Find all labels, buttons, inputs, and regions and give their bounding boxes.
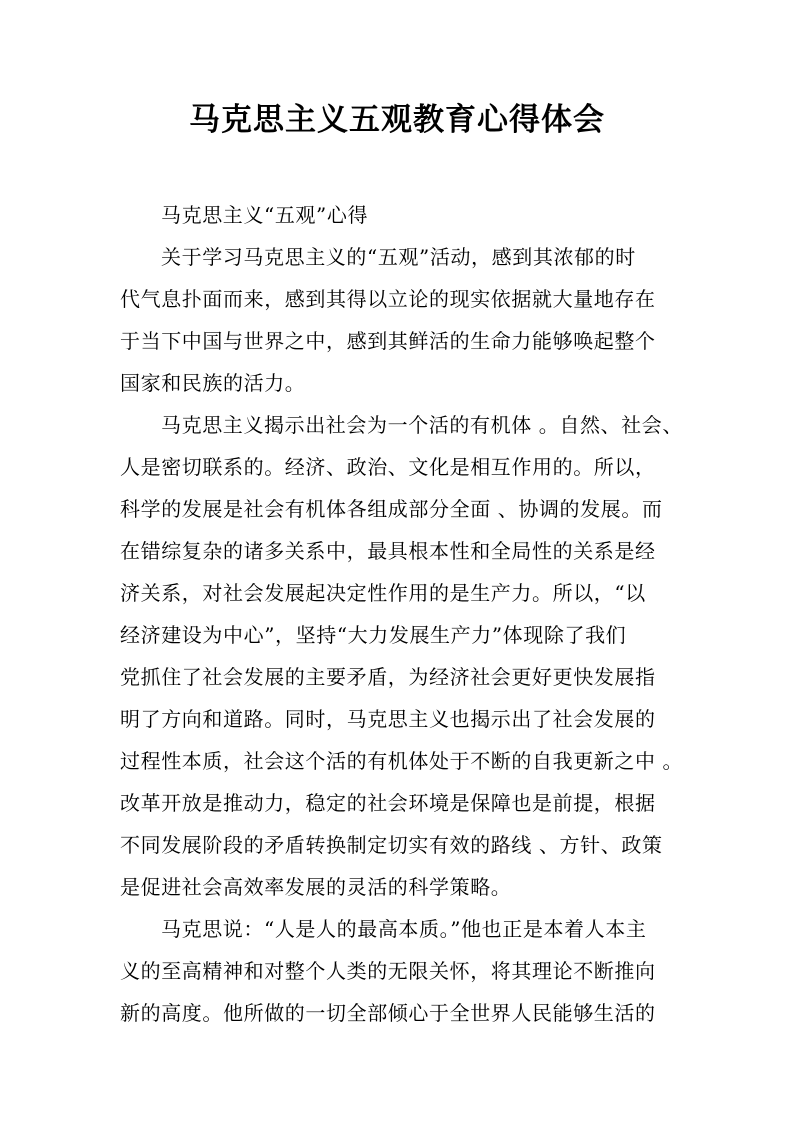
paragraph-line: 明了方向和道路。同时，马克思主义也揭示出了社会发展的 [120,707,656,731]
paragraph-line: 不同发展阶段的矛盾转换制定切实有效的路线 、方针、政策 [120,833,663,857]
paragraph-line: 代气息扑面而来，感到其得以立论的现实依据就大量地存在 [120,287,656,311]
paragraph-line: 国家和民族的活力。 [120,371,306,395]
document-title: 马克思主义五观教育心得体会 [189,102,605,138]
paragraph-line: 人是密切联系的。经济、政治、文化是相互作用的。所以， [120,455,656,479]
paragraph-line: 济关系，对社会发展起决定性作用的是生产力。所以，“以 [120,581,646,605]
paragraph-line: 新的高度。他所做的一切全部倾心于全世界人民能够生活的 [120,1001,656,1025]
paragraph-line: 马克思说：“人是人的最高本质。”他也正是本着人本主 [161,917,647,941]
subtitle-line: 马克思主义“五观”心得 [161,203,369,227]
paragraph-line: 于当下中国与世界之中，感到其鲜活的生命力能够唤起整个 [120,329,656,353]
paragraph-line: 义的至高精神和对整个人类的无限关怀，将其理论不断推向 [120,959,656,983]
paragraph-line: 关于学习马克思主义的“五观”活动，感到其浓郁的时 [161,245,636,269]
paragraph-line: 改革开放是推动力，稳定的社会环境是保障也是前提，根据 [120,791,656,815]
paragraph-line: 经济建设为中心”，坚持“大力发展生产力”体现除了我们 [120,623,627,647]
paragraph-line: 是促进社会高效率发展的灵活的科学策略。 [120,875,512,899]
paragraph-line: 马克思主义揭示出社会为一个活的有机体 。自然、社会、 [161,413,683,437]
paragraph-line: 党抓住了社会发展的主要矛盾，为经济社会更好更快发展指 [120,665,656,689]
paragraph-line: 在错综复杂的诸多关系中，最具根本性和全局性的关系是经 [120,539,656,563]
paragraph-line: 过程性本质，社会这个活的有机体处于不断的自我更新之中 。 [120,749,684,773]
paragraph-line: 科学的发展是社会有机体各组成部分全面 、协调的发展。而 [120,497,663,521]
